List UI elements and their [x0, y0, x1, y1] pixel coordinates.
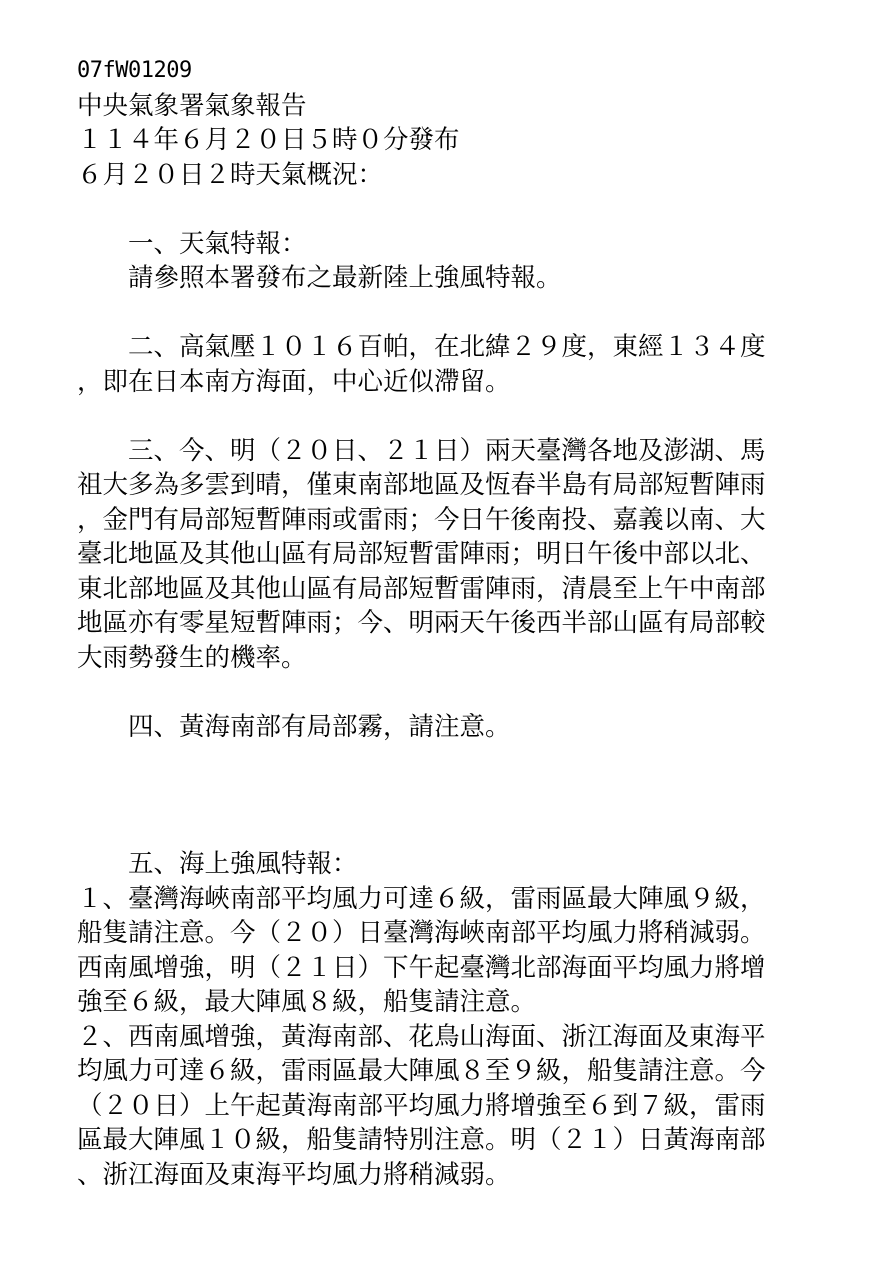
text-line: 二、高氣壓１０１６百帕，在北緯２９度，東經１３４度 [77, 332, 766, 362]
text-line: 臺北地區及其他山區有局部短暫雷陣雨；明日午後中部以北、 [77, 539, 766, 569]
text-line: 船隻請注意。今（２０）日臺灣海峽南部平均風力將稍減弱。 [77, 918, 766, 948]
section-marine-wind-warning [77, 847, 817, 1192]
overview-heading: ６月２０日２時天氣概況： [77, 159, 384, 190]
text-line: 東北部地區及其他山區有局部短暫雷陣雨，清晨至上午中南部 [77, 573, 766, 604]
text-line: 五、海上強風特報： [77, 849, 358, 879]
section-high-pressure [77, 330, 817, 399]
section-weather-special-report [77, 227, 817, 296]
text-line: 強至６級，最大陣風８級，船隻請注意。 [77, 987, 537, 1017]
spacer [77, 192, 817, 227]
text-line: ，金門有局部短暫陣雨或雷雨；今日午後南投、嘉義以南、大 [77, 504, 766, 535]
report-title: 中央氣象署氣象報告 [77, 90, 307, 121]
text-line: 三、今、明（２０日、２１日）兩天臺灣各地及澎湖、馬 [77, 435, 766, 466]
text-line: 大雨勢發生的機率。 [77, 642, 307, 673]
text-line: 祖大多為多雲到晴，僅東南部地區及恆春半島有局部短暫陣雨 [77, 470, 766, 500]
text-line: 西南風增強，明（２１日）下午起臺灣北部海面平均風力將增 [77, 952, 766, 983]
section-forecast [77, 434, 817, 676]
text-line: 四、黃海南部有局部霧，請注意。 [77, 711, 511, 742]
text-line: ２、西南風增強，黃海南部、花鳥山海面、浙江海面及東海平 [77, 1021, 766, 1052]
spacer [77, 744, 817, 847]
text-line: 均風力可達６級，雷雨區最大陣風８至９級，船隻請注意。今 [77, 1056, 766, 1086]
weather-report-document [77, 54, 817, 1192]
text-line: １、臺灣海峽南部平均風力可達６級，雷雨區最大陣風９級， [77, 883, 766, 914]
text-line: 請參照本署發布之最新陸上強風特報。 [77, 263, 562, 293]
text-line: 一、天氣特報： [77, 228, 307, 259]
section-fog [77, 710, 817, 745]
issue-time: １１４年６月２０日５時０分發布 [77, 125, 460, 155]
text-line: ，即在日本南方海面，中心近似滯留。 [77, 366, 511, 397]
spacer [77, 675, 817, 710]
text-line: 、浙江海面及東海平均風力將稍減弱。 [77, 1159, 511, 1190]
text-line: （２０日）上午起黃海南部平均風力將增強至６到７級，雷雨 [77, 1090, 766, 1121]
spacer [77, 296, 817, 331]
text-line: 地區亦有零星短暫陣雨；今、明兩天午後西半部山區有局部較 [77, 608, 766, 638]
spacer [77, 399, 817, 434]
text-line: 區最大陣風１０級，船隻請特別注意。明（２１）日黃海南部 [77, 1125, 766, 1155]
document-id: 07fW01209 [77, 58, 192, 83]
